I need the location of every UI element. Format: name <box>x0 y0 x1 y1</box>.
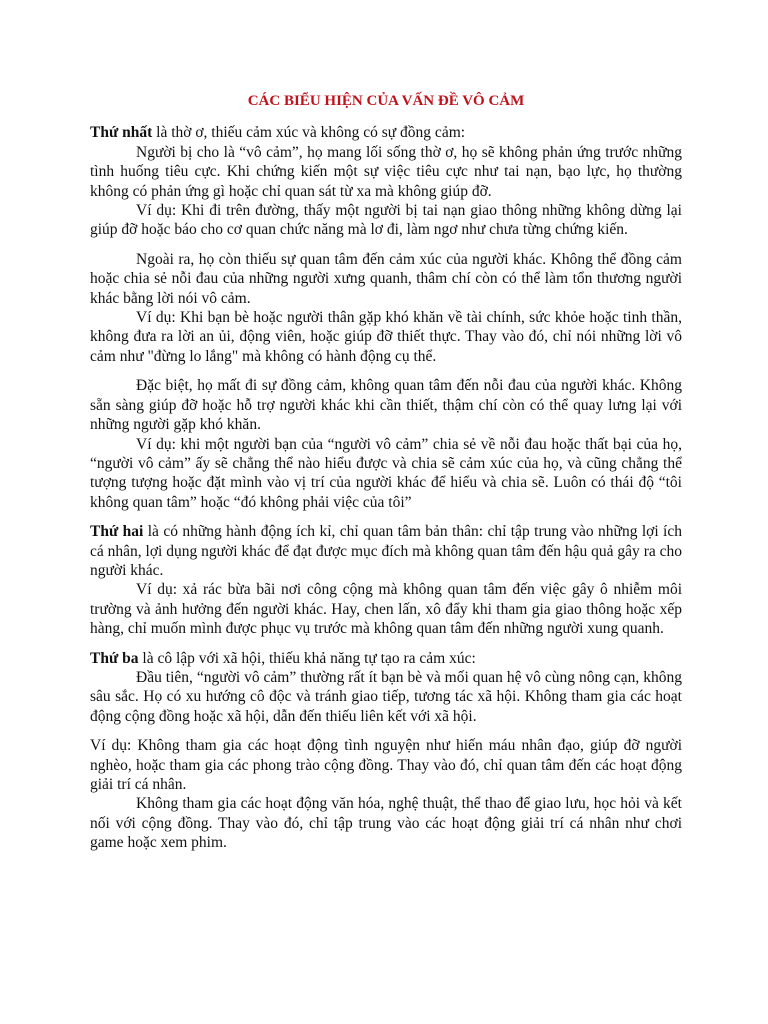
section1-lead-bold: Thứ nhất <box>90 124 153 142</box>
section1-lead-text: là thờ ơ, thiếu cảm xúc và không có sự đồng cảm: <box>152 124 466 142</box>
section1-paragraph-6: Ví dụ: khi một người bạn của “người vô cảm” chia sẻ về nỗi đau hoặc thất bại của họ, “người vô cảm” ấy sẽ chẳng thể nào hiểu được và chia sẽ cảm xúc của họ, và cũng chẳng thể tượng tượng hoặc đặt mình vào vị trí của người khác để hiểu và chia sẽ. Luôn có thái độ “tôi không quan tâm” hoặc “đó không phải việc của tôi” <box>90 435 682 511</box>
section3-paragraph-3: Không tham gia các hoạt động văn hóa, nghệ thuật, thể thao để giao lưu, học hỏi và kết nối với cộng đồng. Thay vào đó, chỉ tập trung vào các hoạt động giải trí cá nhân như chơi game hoặc xem phim. <box>90 795 682 852</box>
section2-lead <box>90 522 682 580</box>
section3-lead-bold: Thứ ba <box>90 649 139 667</box>
section1-paragraph-3: Ngoài ra, họ còn thiếu sự quan tâm đến cảm xúc của người khác. Không thể đồng cảm hoặc chia sẻ nỗi đau của những người xưng quanh, thâm chí còn có thể làm tổn thương người khác bằng lời nói vô cảm. <box>90 250 682 307</box>
section3-lead <box>90 649 682 668</box>
document-title: CÁC BIỂU HIỆN CỦA VẤN ĐỀ VÔ CẢM <box>247 93 525 109</box>
section1-paragraph-4: Ví dụ: Khi bạn bè hoặc người thân gặp khó khăn về tài chính, sức khỏe hoặc tinh thần, không đưa ra lời an ủi, động viên, hoặc giúp đỡ thiết thực. Thay vào đó, chỉ nói những lời vô cảm như "đừng lo lắng" mà không có hành động cụ thể. <box>90 309 682 365</box>
section1-paragraph-1: Người bị cho là “vô cảm”, họ mang lối sống thờ ơ, họ sẽ không phản ứng trước những tình huống tiêu cực. Khi chứng kiến một sự việc tiêu cực như tai nạn, bạo lực, họ thường không có phản ứng gì hoặc chỉ quan sát từ xa mà không giúp đỡ. <box>90 143 682 200</box>
section3-paragraph-1: Đầu tiên, “người vô cảm” thường rất ít bạn bè và mối quan hệ vô cùng nông cạn, không sâu sắc. Họ có xu hướng cô độc và tránh giao tiếp, tương tác xã hội. Không tham gia các hoạt động cộng đồng hoặc xã hội, dẫn đến thiếu liên kết với xã hội. <box>90 668 682 725</box>
section1-paragraph-2: Ví dụ: Khi đi trên đường, thấy một người bị tai nạn giao thông những không dừng lại giúp đỡ hoặc báo cho cơ quan chức năng mà lơ đi, làm ngơ như chưa từng chứng kiến. <box>90 202 682 239</box>
section1-paragraph-5: Đặc biệt, họ mất đi sự đồng cảm, không quan tâm đến nỗi đau của người khác. Không sẵn sàng giúp đỡ hoặc hỗ trợ người khác khi cần thiết, thậm chí còn có thể quay lưng lại với những người gặp khó khăn. <box>90 377 682 434</box>
section2-lead-bold: Thứ hai <box>90 523 144 541</box>
document-page <box>90 92 682 853</box>
section3-paragraph-2: Ví dụ: Không tham gia các hoạt động tình nguyện như hiến máu nhân đạo, giúp đỡ người nghèo, hoặc tham gia các phong trào cộng đồng. Thay vào đó, chỉ quan tâm đến các hoạt động giải trí cá nhân. <box>90 737 682 793</box>
section3-lead-text: là cô lập với xã hội, thiếu khả năng tự tạo ra cảm xúc: <box>138 649 476 667</box>
section2-paragraph-1: Ví dụ: xả rác bừa bãi nơi công cộng mà không quan tâm đến việc gây ô nhiễm môi trường và ảnh hưởng đến người khác. Hay, chen lấn, xô đẩy khi tham gia giao thông hoặc xếp hàng, chỉ muốn mình được phục vụ trước mà không quan tâm đến những người xung quanh. <box>90 581 682 638</box>
section2-lead-text: là có những hành động ích kỉ, chỉ quan tâm bản thân: chỉ tập trung vào những lợi ích cá nhân, lợi dụng người khác để đạt được mục đích mà không quan tâm đến hậu quả gây ra cho người khác. <box>90 523 682 579</box>
section1-lead <box>90 123 682 142</box>
